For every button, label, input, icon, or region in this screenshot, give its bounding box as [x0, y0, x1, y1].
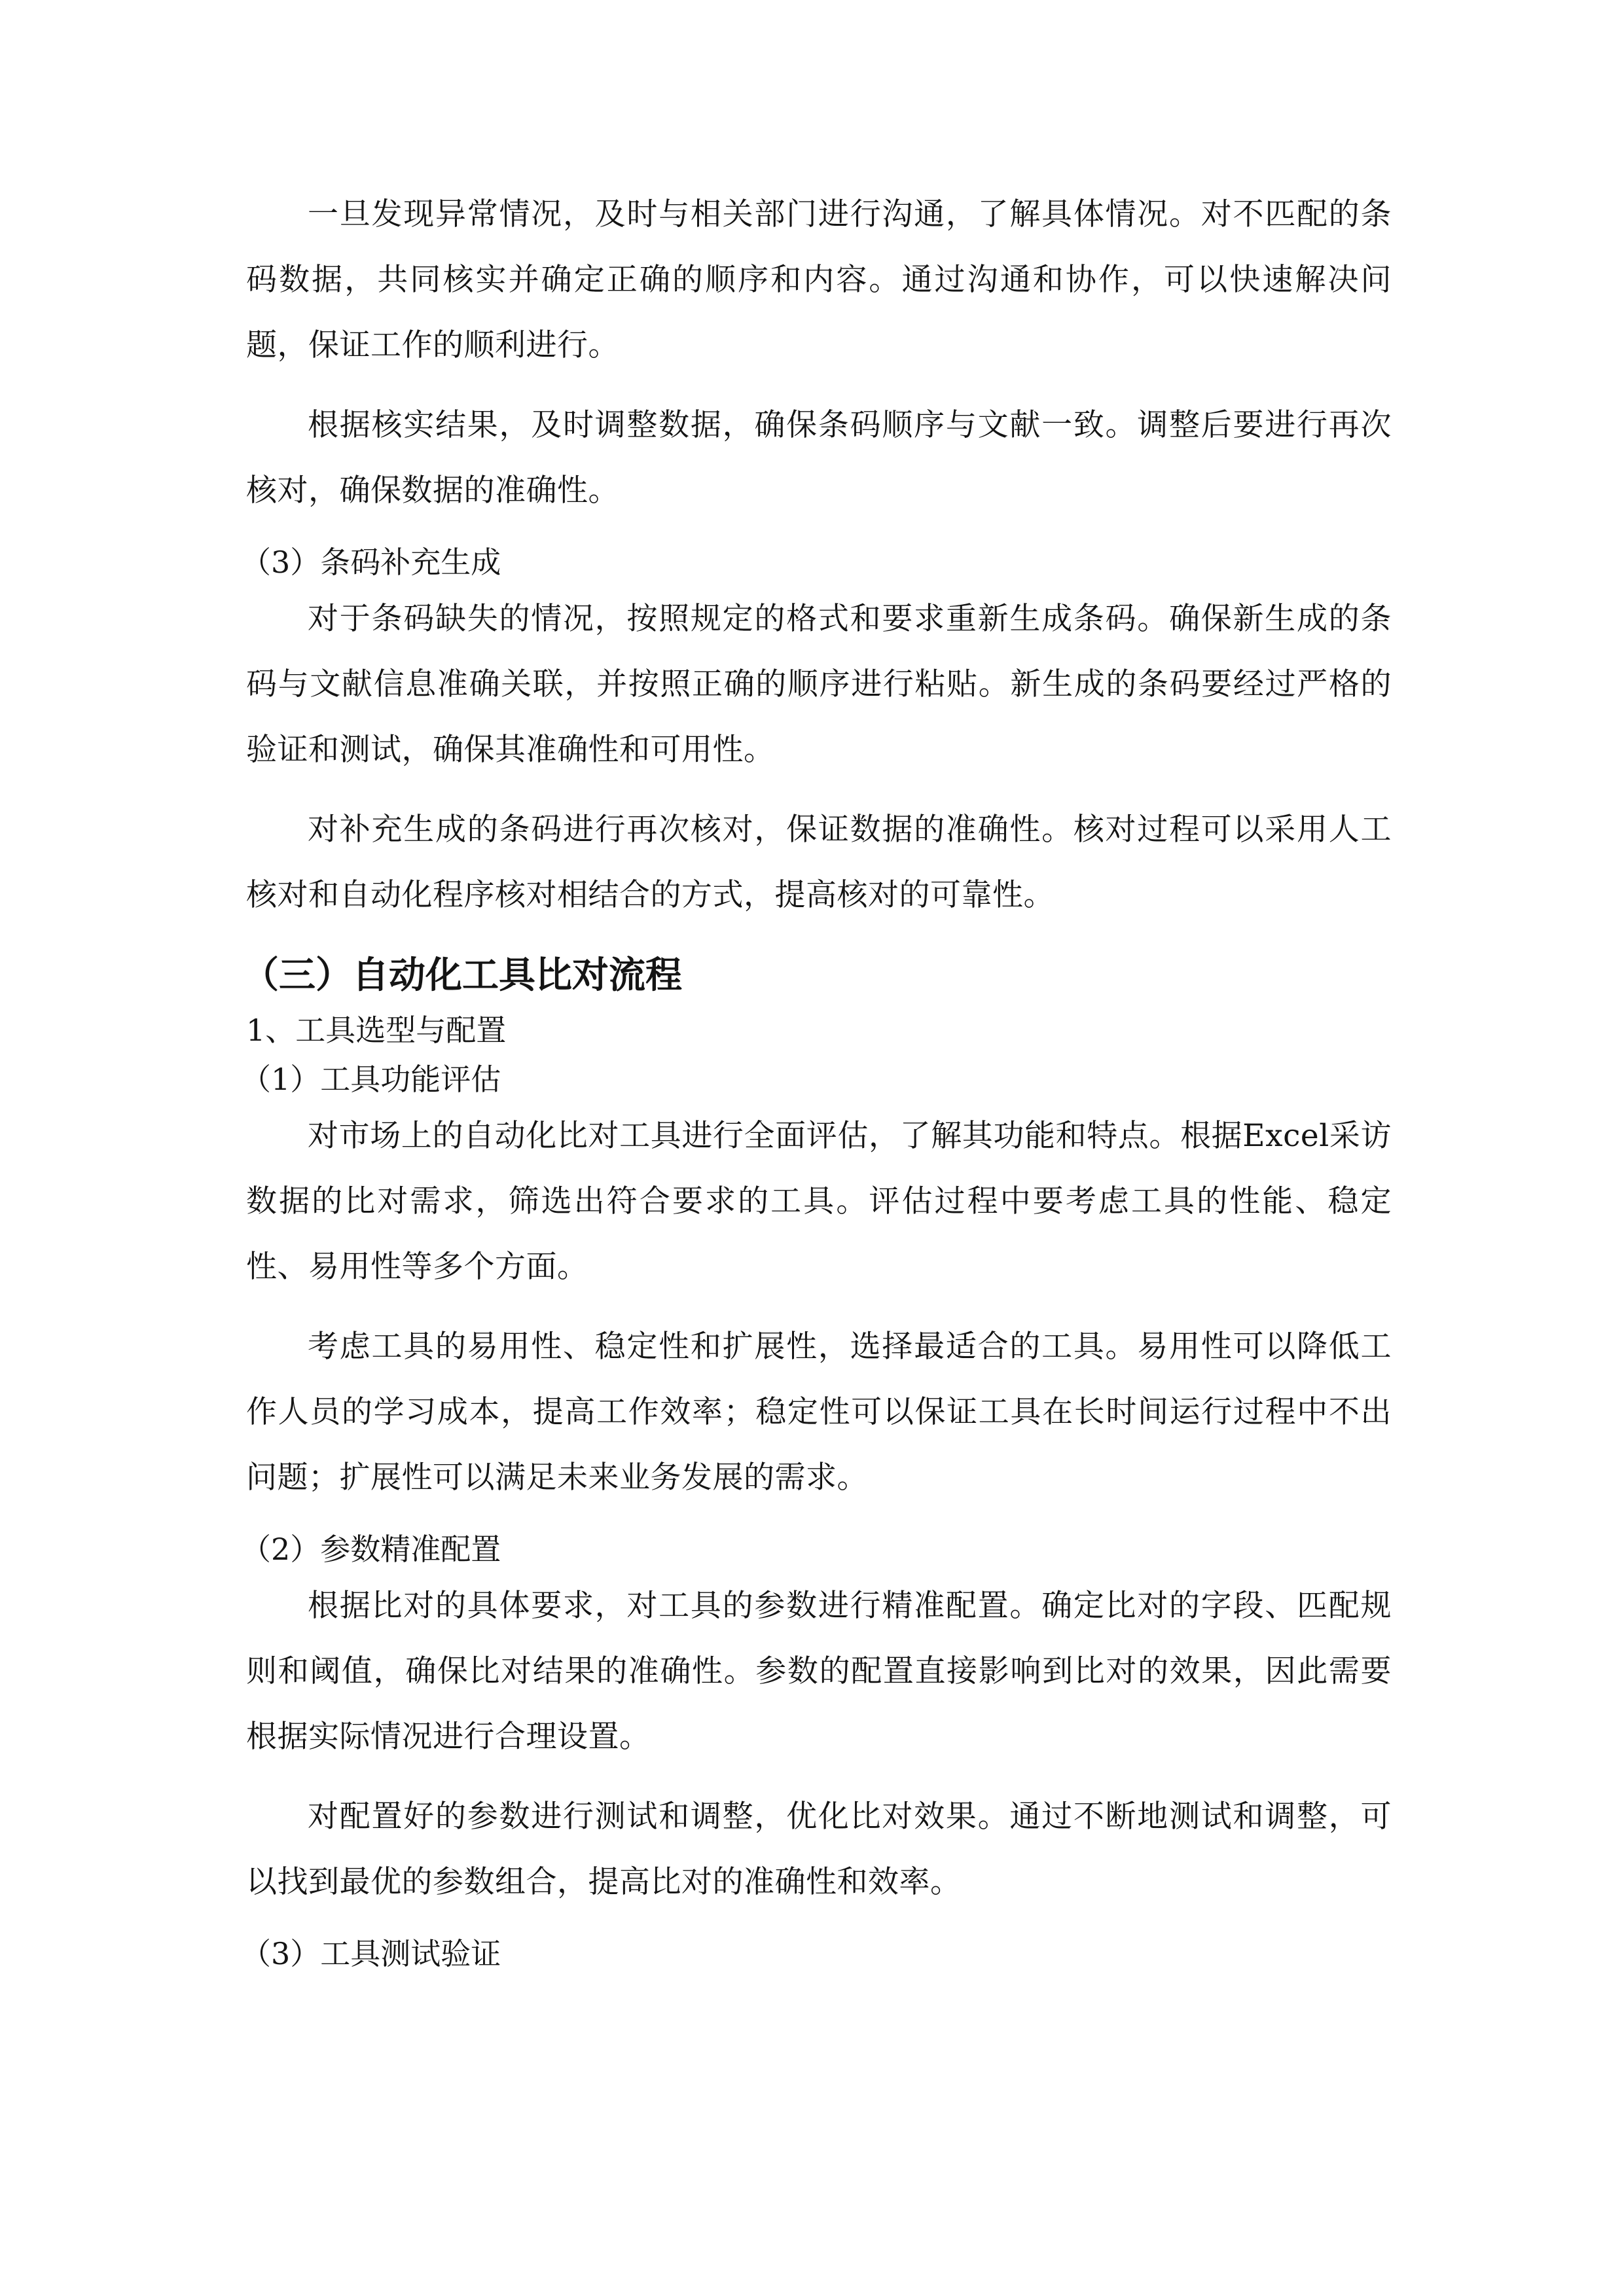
paragraph: 考虑工具的易用性、稳定性和扩展性，选择最适合的工具。易用性可以降低工作人员的学习成本，提高工作效率；稳定性可以保证工具在长时间运行过程中不出问题；扩展性可以满足未来业务发展的需求。 — [246, 1329, 1392, 1496]
paragraph: 根据核实结果，及时调整数据，确保条码顺序与文献一致。调整后要进行再次核对，确保数据的准确性。 — [246, 407, 1392, 509]
level1-heading: 1、工具选型与配置 — [246, 1013, 507, 1048]
document-body — [241, 182, 1392, 1978]
paragraph: 对配置好的参数进行测试和调整，优化比对效果。通过不断地测试和调整，可以找到最优的参数组合，提高比对的准确性和效率。 — [246, 1799, 1392, 1900]
section-heading: （三）自动化工具比对流程 — [242, 954, 682, 997]
paragraph: 对于条码缺失的情况，按照规定的格式和要求重新生成条码。确保新生成的条码与文献信息准确关联，并按照正确的顺序进行粘贴。新生成的条码要经过严格的验证和测试，确保其准确性和可用性。 — [246, 601, 1392, 768]
subheading-tool-testing: （3）工具测试验证 — [241, 1936, 501, 1971]
subheading-barcode-generation: （3）条码补充生成 — [241, 545, 501, 580]
paragraph: 对补充生成的条码进行再次核对，保证数据的准确性。核对过程可以采用人工核对和自动化程序核对相结合的方式，提高核对的可靠性。 — [246, 812, 1392, 913]
subheading-tool-evaluation: （1）工具功能评估 — [241, 1062, 501, 1097]
paragraph: 一旦发现异常情况，及时与相关部门进行沟通，了解具体情况。对不匹配的条码数据，共同核实并确定正确的顺序和内容。通过沟通和协作，可以快速解决问题，保证工作的顺利进行。 — [246, 196, 1392, 363]
paragraph: 根据比对的具体要求，对工具的参数进行精准配置。确定比对的字段、匹配规则和阈值，确保比对结果的准确性。参数的配置直接影响到比对的效果，因此需要根据实际情况进行合理设置。 — [246, 1588, 1392, 1755]
paragraph: 对市场上的自动化比对工具进行全面评估，了解其功能和特点。根据Excel采访数据的比对需求，筛选出符合要求的工具。评估过程中要考虑工具的性能、稳定性、易用性等多个方面。 — [246, 1118, 1392, 1285]
subheading-parameter-config: （2）参数精准配置 — [241, 1532, 501, 1567]
